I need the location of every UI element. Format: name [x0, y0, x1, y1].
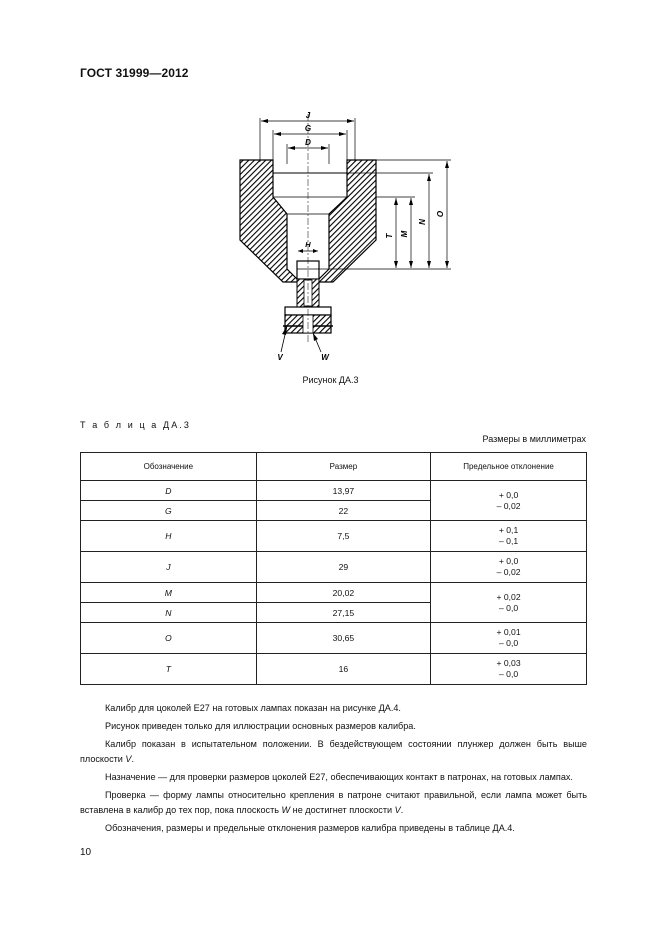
- note-paragraph: Назначение — для проверки размеров цоколей E27, обеспечивающих контакт в патронах, на готовых лампах.: [105, 772, 573, 783]
- table-row: [81, 552, 587, 583]
- table-header-row: [81, 453, 587, 481]
- cell-size: 20,02: [256, 583, 430, 603]
- cell-size: 7,5: [256, 521, 430, 552]
- cell-designation: D: [81, 481, 257, 501]
- dimensions-table: [80, 452, 587, 685]
- label-g: G: [304, 124, 312, 133]
- cell-designation: N: [81, 603, 257, 623]
- table-title: Т а б л и ц а ДА.3: [80, 420, 192, 430]
- cell-tolerance: + 0,01 – 0,0: [431, 623, 587, 654]
- cell-tolerance: + 0,1 – 0,1: [431, 521, 587, 552]
- label-v: V: [277, 353, 283, 362]
- document-header: ГОСТ 31999—2012: [80, 66, 189, 80]
- note-paragraph: Обозначения, размеры и предельные отклонения размеров калибра приведены в таблице ДА.4.: [105, 823, 515, 834]
- cell-designation: O: [81, 623, 257, 654]
- label-j: J: [305, 111, 311, 120]
- note-paragraph: Рисунок приведен только для иллюстрации основных размеров калибра.: [105, 721, 416, 732]
- cell-designation: T: [81, 654, 257, 685]
- header-size: Размер: [256, 453, 430, 481]
- notes-block: [80, 701, 587, 839]
- gauge-body-left: [240, 160, 299, 282]
- note-paragraph: Проверка — форму лампы относительно крепления в патроне считают правильной, если лампа может быть вставлена в калибр до тех пор, пока плоскость W не достигнет плоскости V.: [80, 790, 587, 815]
- label-n: N: [418, 219, 427, 225]
- label-m: M: [400, 230, 409, 238]
- table-row: [81, 521, 587, 552]
- cell-size: 30,65: [256, 623, 430, 654]
- cell-size: 13,97: [256, 481, 430, 501]
- label-t: T: [385, 233, 394, 239]
- note-paragraph: Калибр для цоколей E27 на готовых лампах показан на рисунке ДА.4.: [105, 703, 401, 713]
- table-row: [81, 654, 587, 685]
- figure-caption: Рисунок ДА.3: [302, 375, 359, 385]
- table-row: [81, 583, 587, 603]
- cell-designation: H: [81, 521, 257, 552]
- table-row: [81, 623, 587, 654]
- label-h: H: [305, 240, 311, 249]
- label-d: D: [305, 138, 311, 147]
- cell-size: 22: [256, 501, 430, 521]
- table-row: [81, 481, 587, 501]
- cell-designation: M: [81, 583, 257, 603]
- table-units: Размеры в миллиметрах: [482, 434, 586, 444]
- cell-tolerance: + 0,0 – 0,02: [431, 481, 587, 521]
- cell-size: 16: [256, 654, 430, 685]
- cell-tolerance: + 0,0 – 0,02: [431, 552, 587, 583]
- gauge-drawing: [225, 104, 465, 366]
- page-number: 10: [80, 847, 92, 858]
- cell-designation: G: [81, 501, 257, 521]
- header-designation: Обозначение: [81, 453, 257, 481]
- label-o: O: [436, 210, 445, 218]
- gauge-body-right: [317, 160, 376, 282]
- cell-size: 29: [256, 552, 430, 583]
- label-w: W: [321, 353, 329, 362]
- cell-tolerance: + 0,02 – 0,0: [431, 583, 587, 623]
- cell-designation: J: [81, 552, 257, 583]
- note-paragraph: Калибр показан в испытательном положении. В бездействующем состоянии плунжер должен быть выше плоскости V.: [80, 739, 587, 764]
- cell-size: 27,15: [256, 603, 430, 623]
- header-tolerance: Предельное отклонение: [431, 453, 587, 481]
- cell-tolerance: + 0,03 – 0,0: [431, 654, 587, 685]
